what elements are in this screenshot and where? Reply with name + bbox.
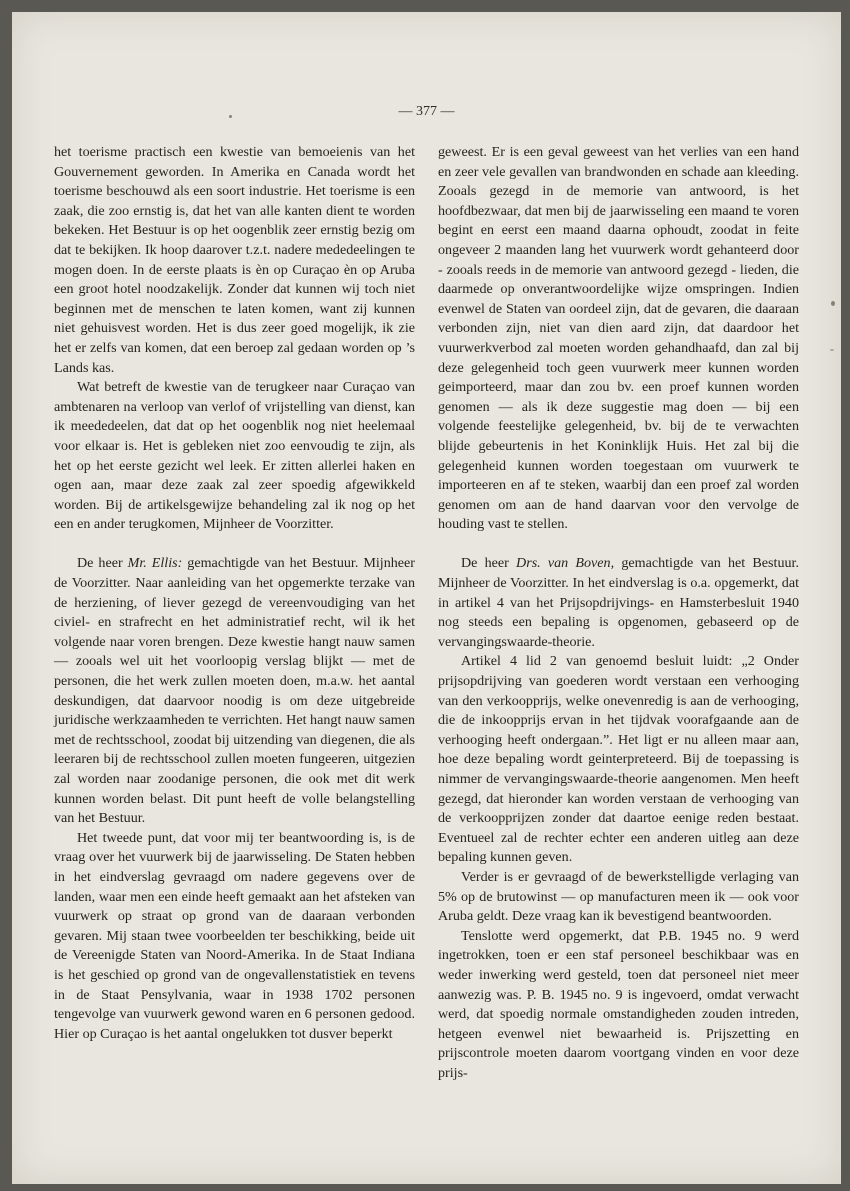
speaker-prefix: De heer [461,555,517,572]
paragraph: Wat betreft de kwestie van de terugkeer naar Curaçao van ambtenaren na verloop van verlof of vrijstelling van dienst, kan ik meededeelen, dat dat op het oogenblik nog niet heelemaal voor elkaar is. Het is gebleken niet zoo eenvoudig te zijn, als het op het eerste gezicht wel leek. Er zitten allerlei haken en ogen aan, maar deze zaak zal zeer spoedig afgewikkeld worden. Bij de artikelsgewijze behandeling zal ik nog op het een en ander terugkomen, Mijnheer de Voorzitter. [54,379,415,533]
speech-text: gemachtigde van het Bestuur. Mijnheer de Voorzitter. Naar aanleiding van het opgemerkte terzake van de herziening, of liever gezegd de vereenvoudiging van het civiel- en strafrecht en het administratief recht, wil ik het volgende naar voren brengen. Deze kwestie hangt nauw samen — zooals wel uit het voorloopig verslag blijkt — met de personen, die het werk zullen moeten doen, m.a.w. het aantal deskundigen, dat daarvoor noodig is om deze uitgebreide juridische werkzaamheden te verrichten. Het hangt nauw samen met de rechtsschool, zoodat bij uitzending van diegenen, die als leeraren bij de rechtsschool zullen moeten fungeeren, uitgezien zal worden naar zoodanige personen, die ook met dit werk kunnen worden belast. Dit punt heeft de volle belangstelling van het Bestuur. [54,555,415,827]
speaker-paragraph [54,554,415,828]
page-number: — 377 — [398,104,455,119]
paper-speck [229,115,232,118]
speech-text: gemachtigde van het Bestuur. Mijnheer de Voorzitter. In het eindverslag is o.a. opgemerkt, dat in artikel 4 van het Prijsopdrijvings- en Hamsterbesluit 1940 nog steeds een bepaling is opgenomen, gebaseerd op de vervangingswaarde-theorie. [438,555,799,650]
paragraph: Het tweede punt, dat voor mij ter beantwoording is, is de vraag over het vuurwerk bij de jaarwisseling. De Staten hebben in het eindverslag gevraagd om nadere gegevens over de landen, waar men een einde heeft gemaakt aan het afsteken van vuurwerk op straat op grond van de daaraan verbonden gevaren. Mij staan twee voorbeelden ter beschikking, beide uit de Vereenigde Staten van Noord-Amerika. In de Staat Indiana is het geschied op grond van de ongevallenstatistiek en tevens in de Staat Pensylvania, waar in 1938 1702 personen tengevolge van vuurwerk gewond waren en 6 personen gedood. Hier op Curaçao is het aantal ongelukken tot dusver beperkt [54,829,415,1042]
paragraph: Verder is er gevraagd of de bewerkstelligde verlaging van 5% op de brutowinst — op manufacturen meen ik — ook voor Aruba geldt. Deze vraag kan ik bevestigend beantwoorden. [438,868,799,925]
paper-speck [830,349,834,351]
paragraph: het toerisme practisch een kwestie van bemoeienis van het Gouvernement geworden. In Amerika en Canada wordt het toerisme beschouwd als een soort industrie. Het toerisme is een zaak, die zoo ernstig is, dat het van alle kanten dient te worden bekeken. Het Bestuur is op het oogenblik zeer ernstig bezig om dat te bekijken. Ik hoop daarover t.z.t. nadere mededeelingen te mogen doen. In de eerste plaats is èn op Curaçao èn op Aruba een groot hotel noodzakelijk. Zonder dat kunnen wij toch niet beginnen met de menschen te laten komen, want zij kunnen niet gehuisvest worden. Het is dus zeer goed mogelijk, ik zie het er zelfs van komen, dat een beroep zal gedaan worden op ’s Lands kas. [54,144,415,376]
paper-speck [831,301,835,306]
paragraph: Tenslotte werd opgemerkt, dat P.B. 1945 no. 9 werd ingetrokken, toen er een staf personeel beschikbaar was en weder inwerking werd gesteld, toen dat personeel niet meer aanwezig was. P. B. 1945 no. 9 is ingevoerd, omdat verwacht werd, dat spoedig normale omstandigheden zouden intreden, hetgeen evenwel niet bewaarheid is. Prijszetting en prijscontrole moeten daarom voortgang vinden en voor deze prijs- [438,927,799,1081]
speaker-paragraph [438,554,799,652]
speaker-prefix: De heer [77,555,128,572]
speaker-name: Drs. van Boven, [516,555,615,572]
paragraph: Artikel 4 lid 2 van genoemd besluit luidt: „2 Onder prijsopdrijving van goederen wordt verstaan een verhooging van den verkoopprijs, welke onevenredig is aan de verhooging, die de inkoopprijs ervan in het tijdvak voorafgaande aan de verhooging heeft ondergaan.”. Het ligt er nu alleen maar aan, hoe deze bepaling wordt geinterpreteerd. Bij de toepassing is nimmer de vervangingswaarde-theorie aangenomen. Men heeft gezegd, dat hieronder kan worden verstaan de verhooging van de verkoopprijzen zonder dat daartoe eenige reden bestaat. Eventueel zal de rechter echter een anderen uitleg aan deze bepaling kunnen geven. [438,653,799,866]
right-column [438,143,799,1084]
speaker-name: Mr. Ellis: [127,555,183,572]
left-column [54,143,415,1044]
paragraph: geweest. Er is een geval geweest van het verlies van een hand en zeer vele gevallen van brandwonden en schade aan kleeding. Zooals gezegd in de memorie van antwoord, is het hoofdbezwaar, dat men bij de jaarwisseling een maand te voren begint en eerst een maand daarna ophoudt, zoodat in feite ongeveer 2 maanden lang het vuurwerk wordt gehanteerd door - zooals reeds in de memorie van antwoord gezegd - lieden, die daarmede op onverantwoordelijke wijze omspringen. Indien evenwel de Staten van oordeel zijn, dat de gevaren, die daaraan verbonden zijn, niet van dien aard zijn, dat daardoor het vuurwerkverbod zal moeten worden gehandhaafd, dan zal bij deze gelegenheid toch geen vuurwerk meer kunnen worden geimporteerd, maar dan zou bv. een proef kunnen worden genomen — als ik deze suggestie mag doen — bij een volgende feestelijke gelegenheid, bv. bij de te verwachten blijde gebeurtenis in het Koninklijk Huis. Het zal bij die gelegenheid kunnen worden toegestaan om vuurwerk te importeeren en af te steken, waarbij dan een proef zal worden genomen om aan de hand daarvan voor den vervolge de houding vast te stellen. [438,144,799,533]
document-page [12,12,841,1184]
